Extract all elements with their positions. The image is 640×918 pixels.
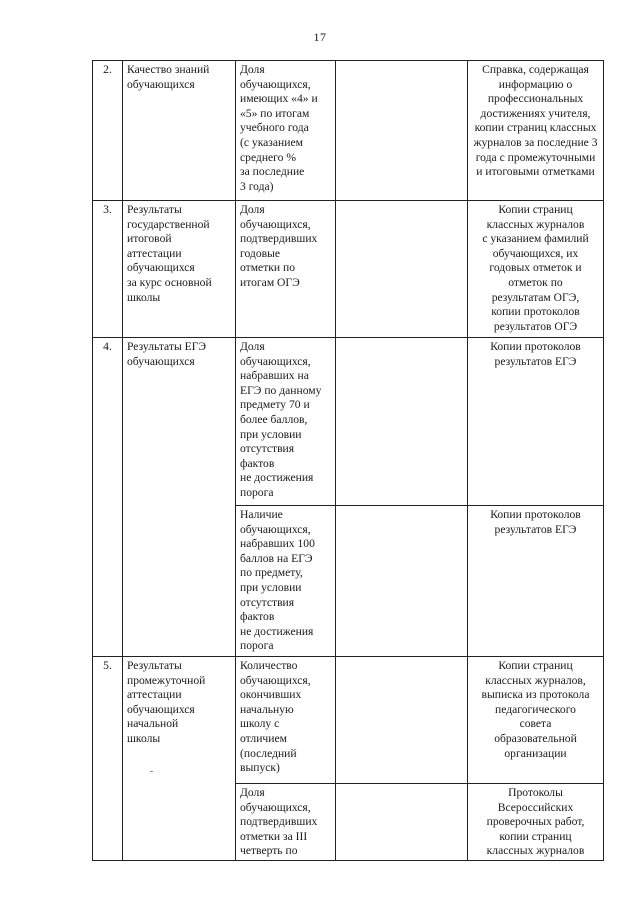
indicator-cell: [236, 338, 336, 506]
value-cell: [336, 201, 468, 338]
documents-cell: [468, 784, 604, 861]
criterion-text: Результаты государственной итоговой аттестации обучающихся за курс основной школы: [127, 203, 212, 304]
table-row: [93, 201, 604, 338]
row-number-cell: [93, 61, 123, 201]
indicator-cell: [236, 657, 336, 784]
criterion-text: Результаты промежуточной аттестации обучающихся начальной школы: [127, 659, 206, 745]
indicator-cell: [236, 201, 336, 338]
criterion-text: Качество знаний обучающихся: [127, 63, 210, 91]
documents-text: Копии протоколов результатов ЕГЭ: [490, 508, 581, 536]
row-number: 2.: [103, 63, 112, 76]
documents-cell: [468, 506, 604, 657]
indicator-text: Доля обучающихся, подтвердивших отметки за III четверть по: [240, 786, 318, 858]
row-number-cell: [93, 657, 123, 861]
page-number: 17: [313, 30, 327, 44]
table-row: [93, 338, 604, 506]
indicator-text: Доля обучающихся, набравших на ЕГЭ по данному предмету 70 и более баллов, при условии отсутствия фактов не достижения порога: [240, 340, 322, 499]
table-row: [93, 61, 604, 201]
row-number-cell: [93, 201, 123, 338]
value-cell: [336, 784, 468, 861]
criterion-text: Результаты ЕГЭ обучающихся: [127, 340, 207, 368]
indicator-text: Наличие обучающихся, набравших 100 баллов на ЕГЭ по предмету, при условии отсутствия фактов не достижения порога: [240, 508, 315, 653]
indicator-text: Доля обучающихся, подтвердивших годовые отметки по итогам ОГЭ: [240, 203, 318, 289]
row-number: 4.: [103, 340, 112, 353]
row-number: 3.: [103, 203, 112, 216]
documents-text: Копии страниц классных журналов с указанием фамилий обучающихся, их годовых отметок и отметок по результатам ОГЭ, копии протоколов результатов ОГЭ: [482, 203, 589, 333]
documents-cell: [468, 338, 604, 506]
criterion-cell: [123, 657, 236, 861]
documents-text: Справка, содержащая информацию о профессиональных достижениях учителя, копии страниц классных журналов за последние 3 года с промежуточными и итоговыми отметками: [473, 63, 598, 179]
value-cell: [336, 657, 468, 784]
documents-cell: [468, 61, 604, 201]
criteria-table: [92, 60, 604, 861]
criterion-cell: [123, 201, 236, 338]
documents-text: Протоколы Всероссийских проверочных работ, копии страниц классных журналов: [486, 786, 585, 858]
indicator-cell: [236, 784, 336, 861]
documents-cell: [468, 657, 604, 784]
documents-text: Копии протоколов результатов ЕГЭ: [490, 340, 581, 368]
value-cell: [336, 506, 468, 657]
indicator-text: Доля обучающихся, имеющих «4» и «5» по итогам учебного года (с указанием среднего % за последние 3 года): [240, 63, 318, 193]
criterion-cell: [123, 338, 236, 657]
documents-text: Копии страниц классных журналов, выписка из протокола педагогического совета образовательной организации: [481, 659, 590, 760]
row-number: 5.: [103, 659, 112, 672]
indicator-cell: [236, 506, 336, 657]
value-cell: [336, 338, 468, 506]
criterion-cell: [123, 61, 236, 201]
scan-speck: [150, 771, 153, 772]
documents-cell: [468, 201, 604, 338]
row-number-cell: [93, 338, 123, 657]
value-cell: [336, 61, 468, 201]
indicator-text: Количество обучающихся, окончивших начальную школу с отличием (последний выпуск): [240, 659, 311, 775]
indicator-cell: [236, 61, 336, 201]
table-row: [93, 657, 604, 784]
